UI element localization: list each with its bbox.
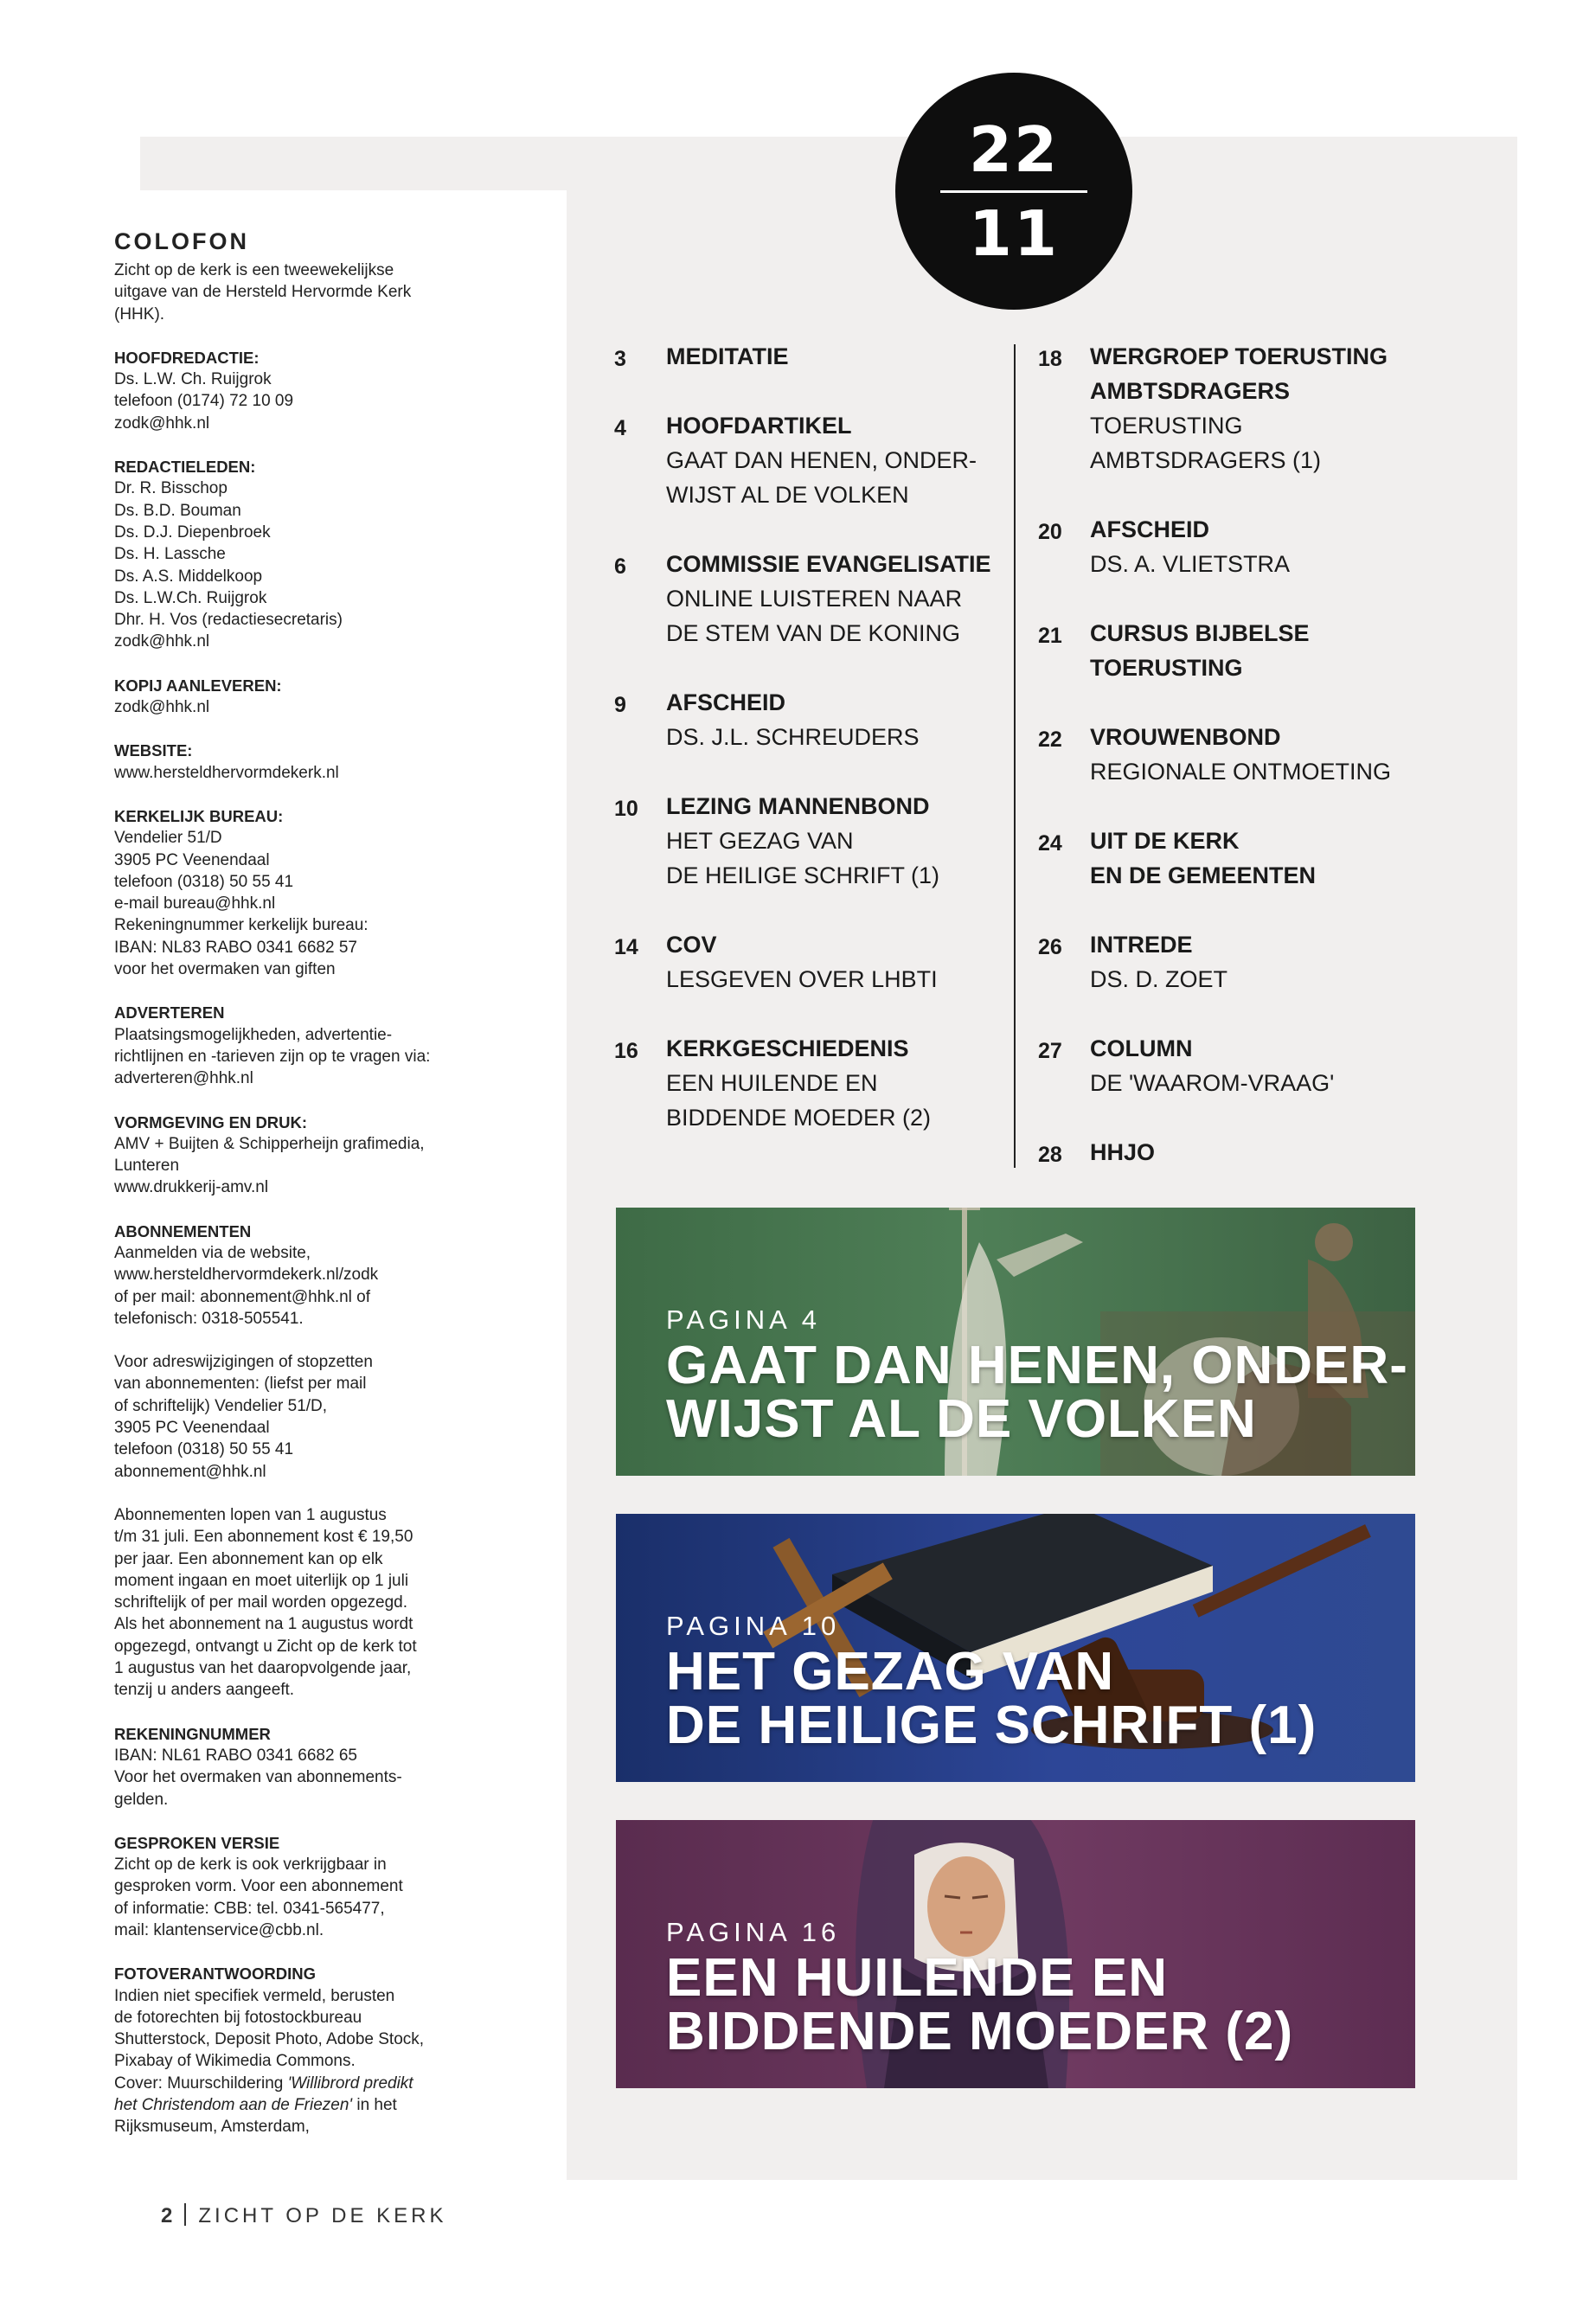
toc-entry[interactable] (1038, 1031, 1436, 1100)
section-vormgeving (114, 1112, 478, 1199)
text-line: Ds. A.S. Middelkoop (114, 567, 263, 586)
banner-title-line: GAAT DAN HENEN, ONDER- (666, 1336, 1408, 1395)
entry-title: INTREDE (1090, 932, 1193, 958)
section-bureau (114, 805, 478, 980)
section-heading: WEBSITE: (114, 741, 193, 760)
text-line: Rijksmuseum, Amsterdam, (114, 2118, 310, 2137)
text-line: AMV + Buijten & Schipperheijn grafimedia, (114, 1134, 425, 1153)
issue-badge (895, 73, 1132, 310)
text-line: t/m 31 juli. Een abonnement kost € 19,50 (114, 1528, 413, 1547)
text-line: telefoon (0174) 72 10 09 (114, 392, 294, 411)
text-line: Als het abonnement na 1 augustus wordt (114, 1615, 413, 1634)
text-line: Zicht op de kerk is een tweewekelijkse (114, 261, 394, 279)
entry-subtitle: HET GEZAG VAN (666, 828, 854, 854)
email-link[interactable]: zodk@hhk.nl (114, 632, 210, 651)
website-link[interactable]: www.drukkerij-amv.nl (114, 1178, 269, 1197)
section-looptijd (114, 1504, 478, 1702)
text-line: Voor adreswijzigingen of stopzetten (114, 1353, 373, 1372)
text-span: in het (352, 2096, 397, 2115)
section-fotoverantwoording (114, 1963, 478, 2138)
text-span: Cover: Muurschildering (114, 2073, 288, 2093)
entry-subtitle: GAAT DAN HENEN, ONDER- (666, 447, 977, 473)
entry-subtitle: AMBTSDRAGERS (1) (1090, 447, 1322, 473)
entry-title: COLUMN (1090, 1035, 1193, 1061)
text-line: (HHK). (114, 304, 165, 324)
section-heading: GESPROKEN VERSIE (114, 1833, 280, 1852)
text-line: IBAN: NL83 RABO 0341 6682 57 (114, 938, 357, 957)
text-line: Rekeningnummer kerkelijk bureau: (114, 916, 369, 935)
text-line: telefoon (0318) 50 55 41 (114, 1440, 294, 1459)
entry-title: AMBTSDRAGERS (1090, 378, 1291, 404)
issue-divider (940, 190, 1087, 193)
entry-subtitle: DS. J.L. SCHREUDERS (666, 724, 920, 750)
text-line: Ds. D.J. Diepenbroek (114, 522, 271, 542)
issue-sub-number: 11 (968, 197, 1060, 270)
page-number: 28 (1038, 1143, 1062, 1167)
footer-title: ZICHT OP DE KERK (198, 2204, 447, 2227)
toc-entry[interactable] (1038, 720, 1436, 789)
feature-banner-page-10[interactable] (616, 1514, 1415, 1782)
toc-entry[interactable] (1038, 1135, 1436, 1170)
text-line: voor het overmaken van giften (114, 960, 336, 979)
text-line: Aanmelden via de website, (114, 1243, 311, 1262)
banner-page-label: PAGINA 16 (666, 1917, 841, 1947)
page-number: 21 (1038, 624, 1062, 648)
text-line: Ds. H. Lassche (114, 545, 226, 564)
section-kopij (114, 675, 478, 719)
page-number: 26 (1038, 935, 1062, 959)
issue-number: 22 (968, 113, 1060, 186)
text-line: IBAN: NL61 RABO 0341 6682 65 (114, 1746, 357, 1765)
section-adreswijziging (114, 1351, 478, 1483)
entry-title: VROUWENBOND (1090, 724, 1281, 750)
italic-span: 'Willibrord predikt (287, 2073, 413, 2093)
banner-title-line: EEN HUILENDE EN (666, 1948, 1168, 2008)
text-line: gesproken vorm. Voor een abonnement (114, 1877, 403, 1896)
text-line: Dr. R. Bisschop (114, 479, 228, 498)
toc-left-column (614, 339, 995, 1170)
entry-subtitle: TOERUSTING (1090, 413, 1243, 439)
page-footer (161, 2203, 447, 2228)
section-heading: REDACTIELEDEN: (114, 458, 256, 477)
website-link[interactable]: www.hersteldhervormdekerk.nl/zodk (114, 1266, 379, 1285)
entry-subtitle: DE STEM VAN DE KONING (666, 620, 961, 646)
entry-title: COMMISSIE EVANGELISATIE (666, 551, 991, 577)
toc-divider (1014, 344, 1016, 1168)
entry-subtitle: ONLINE LUISTEREN NAAR (666, 586, 963, 612)
page-number: 27 (1038, 1039, 1062, 1063)
section-heading: HOOFDREDACTIE: (114, 348, 260, 367)
text-line: Vendelier 51/D (114, 829, 222, 848)
text-line: 3905 PC Veenendaal (114, 850, 270, 869)
entry-title: UIT DE KERK (1090, 828, 1240, 854)
toc-entry[interactable] (1038, 512, 1436, 581)
banner-title-line: BIDDENDE MOEDER (2) (666, 2002, 1294, 2061)
banner-title-line: HET GEZAG VAN (666, 1642, 1115, 1702)
toc-entry[interactable] (1038, 824, 1436, 893)
text-line: mail: klantenservice@cbb.nl. (114, 1921, 324, 1939)
text-line: per jaar. Een abonnement kan op elk (114, 1549, 383, 1568)
page-number: 10 (614, 797, 638, 821)
entry-title: LEZING MANNENBOND (666, 793, 930, 819)
text-line: schriftelijk of per mail worden opgezegd. (114, 1593, 408, 1612)
page-number: 20 (1038, 520, 1062, 544)
toc-entry[interactable] (1038, 927, 1436, 997)
colofon-intro (114, 260, 478, 325)
colofon-title: COLOFON (114, 228, 249, 254)
feature-banner-page-4[interactable] (616, 1208, 1415, 1476)
banner-title-line: DE HEILIGE SCHRIFT (1) (666, 1695, 1317, 1755)
page-number: 14 (614, 935, 638, 959)
section-heading: KERKELIJK BUREAU: (114, 806, 284, 825)
entry-title: AFSCHEID (1090, 516, 1210, 542)
section-heading: VORMGEVING EN DRUK: (114, 1112, 308, 1131)
text-line: tenzij u anders aangeeft. (114, 1681, 295, 1700)
section-hoofdredactie (114, 347, 478, 434)
toc-entry[interactable] (1038, 616, 1436, 685)
page-number: 18 (1038, 347, 1062, 371)
toc-entry[interactable] (1038, 339, 1436, 478)
section-heading: ABONNEMENTEN (114, 1221, 252, 1240)
text-line: telefonisch: 0318-505541. (114, 1309, 304, 1328)
section-heading: ADVERTEREN (114, 1003, 225, 1022)
text-line: van abonnementen: (liefst per mail (114, 1375, 367, 1394)
entry-title: EN DE GEMEENTEN (1090, 862, 1317, 888)
feature-banner-page-16[interactable] (616, 1820, 1415, 2088)
entry-subtitle: LESGEVEN OVER LHBTI (666, 966, 938, 992)
text-line: 3905 PC Veenendaal (114, 1419, 270, 1438)
entry-subtitle: DS. D. ZOET (1090, 966, 1228, 992)
entry-title: MEDITATIE (666, 343, 789, 369)
entry-title: WERGROEP TOERUSTING (1090, 343, 1388, 369)
entry-subtitle: REGIONALE ONTMOETING (1090, 759, 1392, 785)
text-line: Abonnementen lopen van 1 augustus (114, 1505, 387, 1524)
section-heading: FOTOVERANTWOORDING (114, 1965, 316, 1984)
entry-subtitle: DE HEILIGE SCHRIFT (1) (666, 862, 940, 888)
cover-credit-line (114, 2094, 478, 2116)
text-line: Ds. L.W. Ch. Ruijgrok (114, 370, 272, 389)
section-redactieleden (114, 456, 478, 653)
text-line: Shutterstock, Deposit Photo, Adobe Stock, (114, 2030, 425, 2049)
section-abonnementen (114, 1221, 478, 1330)
page-number: 9 (614, 693, 626, 717)
section-heading: KOPIJ AANLEVEREN: (114, 676, 282, 695)
text-line: Ds. L.W.Ch. Ruijgrok (114, 588, 267, 607)
page-number: 16 (614, 1039, 638, 1063)
text-line: Indien niet specifiek vermeld, berusten (114, 1986, 395, 2005)
footer-page-number: 2 (161, 2204, 173, 2227)
text-line: of schriftelijk) Vendelier 51/D, (114, 1396, 328, 1415)
entry-title: AFSCHEID (666, 689, 786, 715)
banner-page-label: PAGINA 10 (666, 1611, 841, 1641)
entry-subtitle: BIDDENDE MOEDER (2) (666, 1105, 932, 1131)
text-line: Ds. B.D. Bouman (114, 501, 241, 520)
banner-title-line: WIJST AL DE VOLKEN (666, 1389, 1257, 1449)
text-line: Voor het overmaken van abonnements- (114, 1768, 402, 1787)
text-line: moment ingaan en moet uiterlijk op 1 juli (114, 1571, 409, 1590)
text-line: Zicht op de kerk is ook verkrijgbaar in (114, 1856, 387, 1875)
toc-entry[interactable] (614, 1031, 995, 1135)
text-line: of per mail: abonnement@hhk.nl of (114, 1287, 371, 1306)
footer-divider (184, 2203, 186, 2226)
entry-subtitle: DE 'WAAROM-VRAAG' (1090, 1070, 1335, 1096)
cover-credit-line (114, 2073, 478, 2094)
text-line: Plaatsingsmogelijkheden, advertentie- (114, 1025, 393, 1044)
entry-title: CURSUS BIJBELSE (1090, 620, 1310, 646)
text-line: Dhr. H. Vos (redactiesecretaris) (114, 611, 343, 630)
section-website (114, 740, 478, 784)
toc-entry[interactable] (614, 927, 995, 997)
text-line: of informatie: CBB: tel. 0341-565477, (114, 1899, 385, 1918)
text-line: 1 augustus van het daaropvolgende jaar, (114, 1659, 412, 1678)
page-number: 4 (614, 416, 626, 440)
entry-subtitle: DS. A. VLIETSTRA (1090, 551, 1291, 577)
text-line: uitgave van de Hersteld Hervormde Kerk (114, 283, 412, 302)
toc-entry[interactable] (614, 339, 995, 374)
text-line: telefoon (0318) 50 55 41 (114, 872, 294, 891)
email-link[interactable]: zodk@hhk.nl (114, 413, 210, 433)
entry-title: COV (666, 932, 717, 958)
text-line: Lunteren (114, 1157, 180, 1176)
page-number: 6 (614, 554, 626, 579)
entry-title: KERKGESCHIEDENIS (666, 1035, 909, 1061)
section-rekeningnummer (114, 1723, 478, 1811)
banner-page-label: PAGINA 4 (666, 1304, 821, 1335)
email-link[interactable]: adverteren@hhk.nl (114, 1069, 253, 1088)
entry-subtitle: EEN HUILENDE EN (666, 1070, 878, 1096)
email-link[interactable]: abonnement@hhk.nl (114, 1462, 266, 1481)
text-line: de fotorechten bij fotostockbureau (114, 2008, 362, 2027)
italic-span: het Christendom aan de Friezen' (114, 2096, 353, 2115)
page-number: 24 (1038, 831, 1062, 856)
toc-entry[interactable] (614, 408, 995, 512)
entry-title: TOERUSTING (1090, 655, 1243, 681)
page-number: 22 (1038, 727, 1062, 752)
page-number: 3 (614, 347, 626, 371)
website-link[interactable]: www.hersteldhervormdekerk.nl (114, 763, 339, 782)
email-link[interactable]: zodk@hhk.nl (114, 698, 210, 717)
colofon (114, 228, 478, 2160)
text-line: gelden. (114, 1790, 169, 1809)
text-line: richtlijnen en -tarieven zijn op te vragen via: (114, 1047, 431, 1066)
toc-entry[interactable] (614, 789, 995, 893)
section-heading: REKENINGNUMMER (114, 1724, 271, 1743)
entry-title: HHJO (1090, 1139, 1156, 1165)
entry-title: HOOFDARTIKEL (666, 413, 852, 439)
section-adverteren (114, 1002, 478, 1089)
toc-entry[interactable] (614, 685, 995, 754)
text-line: Pixabay of Wikimedia Commons. (114, 2052, 356, 2071)
toc-entry[interactable] (614, 547, 995, 651)
toc-right-column (1038, 339, 1436, 1204)
text-line: opgezegd, ontvangt u Zicht op de kerk tot (114, 1637, 417, 1656)
email-link[interactable]: e-mail bureau@hhk.nl (114, 894, 276, 913)
entry-subtitle: WIJST AL DE VOLKEN (666, 482, 909, 508)
section-gesproken-versie (114, 1832, 478, 1941)
